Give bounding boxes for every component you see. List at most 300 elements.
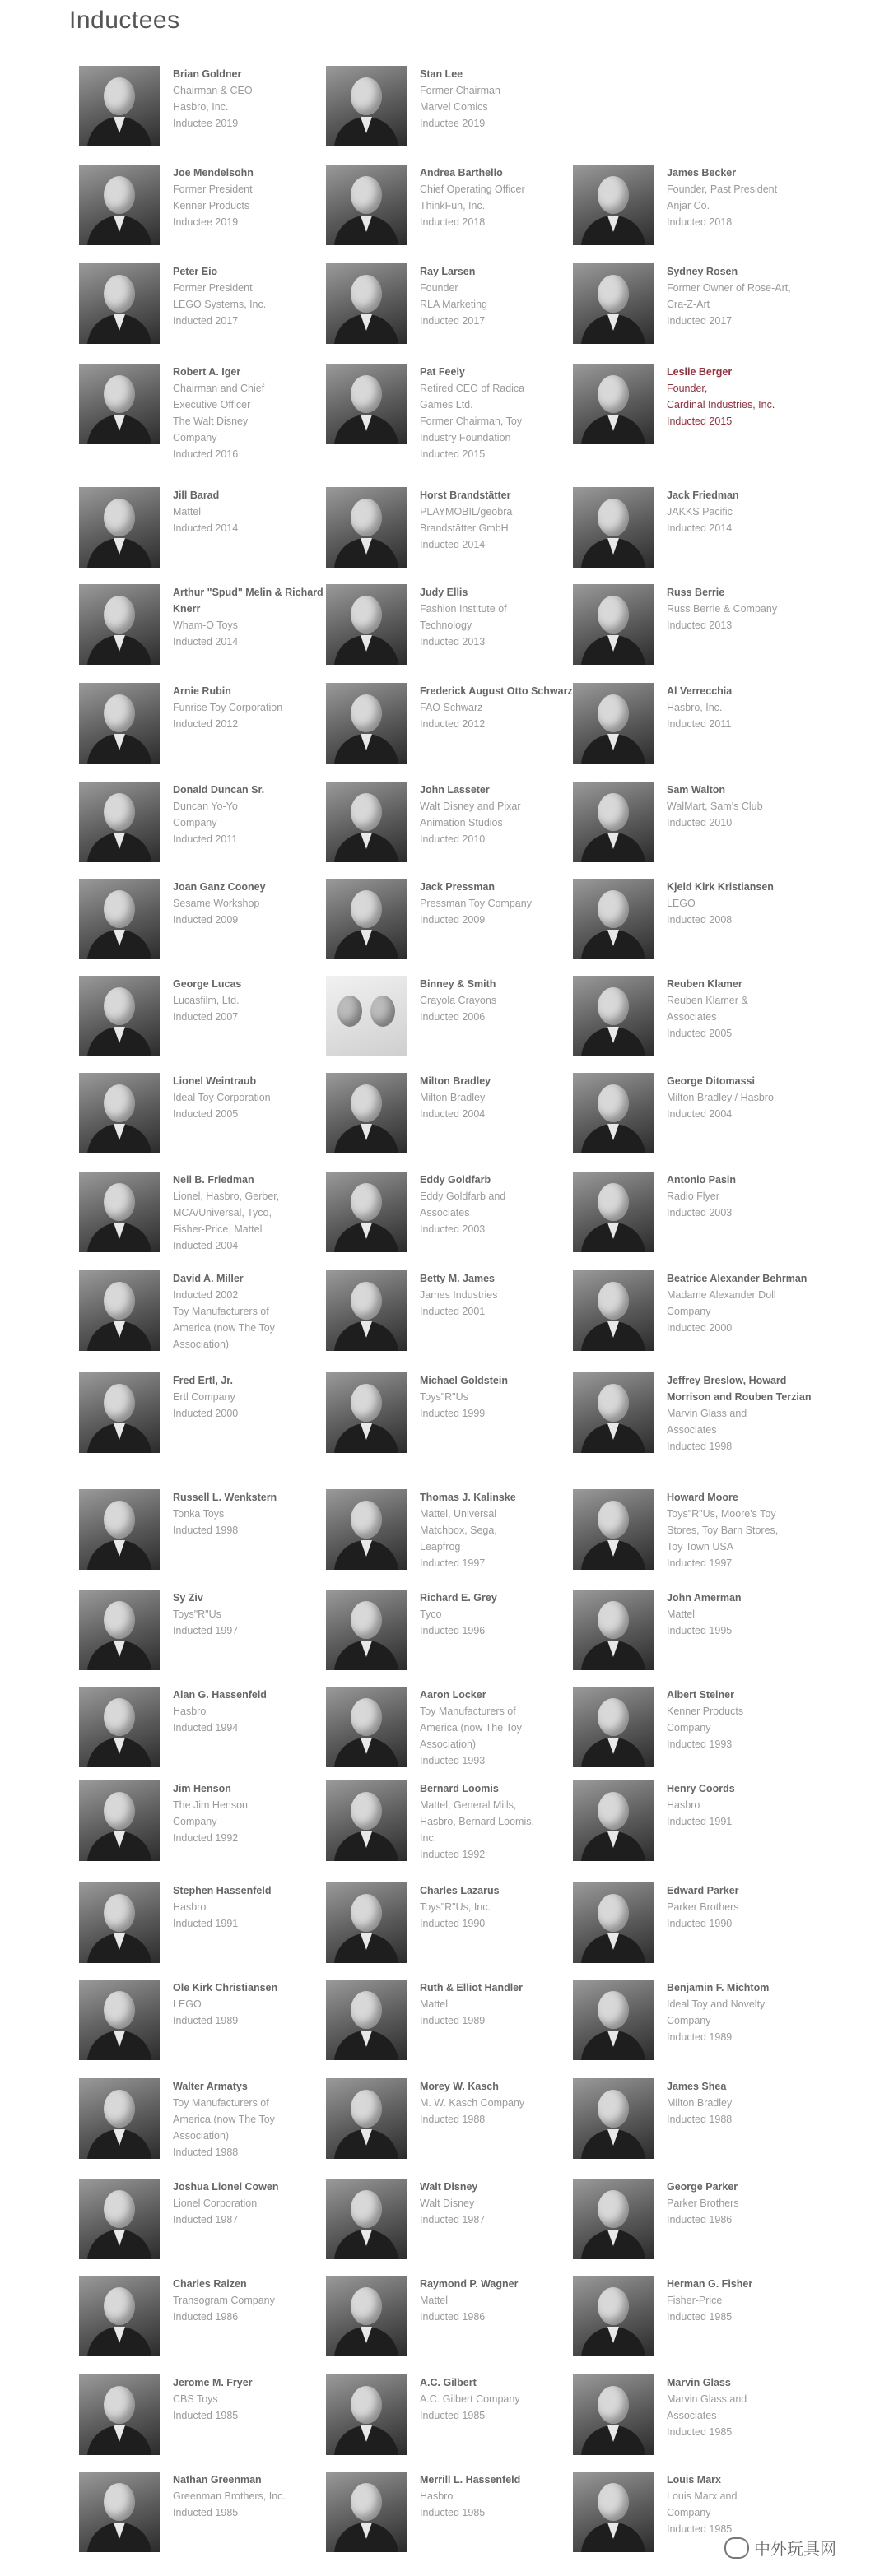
inductee-info — [160, 487, 326, 536]
inductee-card[interactable] — [573, 364, 820, 487]
inductee-detail: Toy Manufacturers of — [420, 1706, 516, 1717]
inductee-card[interactable] — [326, 1172, 573, 1270]
inductee-info — [160, 1980, 326, 2029]
inductee-detail: Walt Disney and Pixar — [420, 801, 521, 812]
inductee-card[interactable] — [326, 2078, 573, 2179]
inductee-info — [654, 2276, 820, 2325]
inductee-card[interactable] — [79, 1780, 326, 1882]
inductee-card[interactable] — [326, 584, 573, 683]
inductee-name: A.C. Gilbert — [420, 2377, 477, 2388]
inductee-name: Joan Ganz Cooney — [173, 881, 266, 893]
inductee-detail: Inducted 2014 — [420, 539, 486, 550]
inductee-detail: Inc. — [420, 1832, 437, 1844]
inductee-detail: Mattel — [420, 1998, 449, 2010]
inductee-detail: MCA/Universal, Tyco, — [173, 1207, 272, 1218]
inductee-row — [79, 1489, 869, 1590]
inductee-photo — [326, 1882, 407, 1963]
inductee-card[interactable] — [79, 1882, 326, 1980]
inductee-detail: Chairman and Chief — [173, 383, 265, 394]
inductee-photo — [573, 782, 654, 862]
inductee-card[interactable] — [326, 1882, 573, 1980]
inductee-name: Henry Coords — [667, 1783, 735, 1794]
inductee-info — [654, 683, 820, 732]
inductee-info — [160, 584, 326, 650]
inductee-card[interactable] — [326, 1590, 573, 1687]
inductee-photo — [326, 879, 407, 959]
inductee-name: Jeffrey Breslow, Howard Morrison and Rouben Terzian — [667, 1375, 812, 1403]
inductee-card[interactable] — [573, 2078, 820, 2179]
inductee-info — [407, 1073, 573, 1122]
inductee-detail: Inducted 2002 — [173, 1289, 239, 1301]
inductee-photo — [573, 263, 654, 344]
inductee-info — [654, 1372, 820, 1455]
inductee-detail: M. W. Kasch Company — [420, 2097, 525, 2109]
inductee-detail: Hasbro — [173, 1706, 207, 1717]
inductee-name: Andrea Barthello — [420, 167, 503, 179]
inductee-name: Michael Goldstein — [420, 1375, 508, 1386]
inductee-card[interactable] — [573, 165, 820, 263]
inductee-info — [654, 782, 820, 831]
inductee-photo — [573, 2374, 654, 2455]
inductee-info — [407, 2276, 573, 2325]
inductee-detail: Ideal Toy and Novelty — [667, 1998, 766, 2010]
inductee-card[interactable] — [573, 487, 820, 584]
inductee-detail: Cra-Z-Art — [667, 299, 710, 310]
inductee-photo — [79, 487, 160, 568]
inductee-card[interactable] — [573, 1590, 820, 1687]
inductee-photo — [573, 2179, 654, 2259]
inductee-row — [79, 1172, 869, 1270]
inductee-info — [407, 1489, 573, 1571]
inductee-detail: Mattel — [667, 1608, 696, 1620]
inductee-card[interactable] — [573, 1073, 820, 1172]
inductee-photo — [79, 2276, 160, 2356]
inductee-detail: Inducted 2017 — [173, 315, 239, 327]
inductee-detail: The Jim Henson — [173, 1799, 249, 1811]
inductee-detail: America (now The Toy — [420, 1722, 522, 1734]
inductee-detail: Company — [667, 2507, 711, 2518]
inductee-detail: Toy Manufacturers of — [173, 1306, 269, 1317]
inductees-grid — [79, 66, 869, 2569]
inductee-detail: Associates — [667, 1011, 717, 1023]
inductee-photo — [79, 1172, 160, 1252]
inductee-photo — [79, 2374, 160, 2455]
inductee-detail: Ideal Toy Corporation — [173, 1092, 271, 1103]
inductee-info — [407, 1172, 573, 1237]
inductee-detail: Greenman Brothers, Inc. — [173, 2490, 286, 2502]
inductee-photo — [573, 165, 654, 245]
inductee-detail: Industry Foundation — [420, 432, 511, 443]
inductee-detail: Hasbro, Bernard Loomis, — [420, 1816, 534, 1827]
inductee-card[interactable] — [573, 1489, 820, 1590]
inductee-name: Joe Mendelsohn — [173, 167, 254, 179]
inductee-row — [79, 263, 869, 364]
inductee-detail: Inducted 1994 — [173, 1722, 239, 1734]
inductee-detail: RLA Marketing — [420, 299, 487, 310]
inductee-card[interactable] — [79, 1980, 326, 2078]
inductee-info — [654, 487, 820, 536]
inductee-detail: WalMart, Sam's Club — [667, 801, 763, 812]
inductee-card[interactable] — [573, 2179, 820, 2276]
inductee-detail: Eddy Goldfarb and — [420, 1191, 506, 1202]
inductee-detail: Inducted 1997 — [667, 1557, 733, 1569]
inductee-info — [654, 165, 820, 230]
inductee-card[interactable] — [326, 1372, 573, 1489]
inductee-detail: America (now The Toy — [173, 1322, 275, 1334]
inductee-detail: LEGO — [667, 898, 696, 909]
inductee-detail: Inducted 2005 — [173, 1108, 239, 1120]
inductee-detail: Inducted 1997 — [420, 1557, 486, 1569]
inductee-row — [79, 1270, 869, 1372]
inductee-card[interactable] — [573, 584, 820, 683]
inductee-detail: Inducted 1988 — [420, 2114, 486, 2125]
inductee-detail: Inducted 2006 — [420, 1011, 486, 1023]
inductee-name: Merrill L. Hassenfeld — [420, 2474, 521, 2485]
inductee-detail: Inducted 1985 — [173, 2410, 239, 2421]
inductee-name: Arnie Rubin — [173, 685, 231, 697]
inductee-row — [79, 165, 869, 263]
inductee-detail: Toy Manufacturers of — [173, 2097, 269, 2109]
inductee-detail: Inducted 1991 — [667, 1816, 733, 1827]
inductee-info — [407, 364, 573, 462]
inductee-detail: Mattel, Universal — [420, 1508, 497, 1520]
inductee-photo — [79, 263, 160, 344]
inductee-card[interactable] — [79, 2078, 326, 2179]
inductee-name: Marvin Glass — [667, 2377, 731, 2388]
inductee-photo — [79, 1590, 160, 1670]
inductee-detail: Inducted 2017 — [667, 315, 733, 327]
inductee-detail: Inducted 1985 — [173, 2507, 239, 2518]
inductee-name: Louis Marx — [667, 2474, 721, 2485]
inductee-card[interactable] — [79, 1172, 326, 1270]
inductee-name: James Shea — [667, 2081, 727, 2092]
inductee-info — [160, 976, 326, 1025]
inductee-card[interactable] — [326, 1780, 573, 1882]
inductee-card[interactable] — [326, 1270, 573, 1372]
inductee-card[interactable] — [326, 1489, 573, 1590]
inductee-card[interactable] — [573, 976, 820, 1073]
inductee-name: Pat Feely — [420, 366, 465, 378]
inductee-detail: Toys"R"Us, Inc. — [420, 1901, 491, 1913]
inductee-card[interactable] — [573, 1372, 820, 1489]
inductee-detail: Wham-O Toys — [173, 620, 238, 631]
inductee-detail: Reuben Klamer & — [667, 995, 748, 1006]
inductee-photo — [326, 584, 407, 665]
inductee-card[interactable] — [326, 66, 573, 165]
inductee-card[interactable] — [326, 487, 573, 584]
inductee-card[interactable] — [79, 263, 326, 364]
inductee-detail: Chairman & CEO — [173, 85, 253, 96]
inductee-detail: Inducted 2009 — [173, 914, 239, 926]
inductee-detail: Inducted 2016 — [173, 448, 239, 460]
inductee-card[interactable] — [79, 2179, 326, 2276]
inductee-name: Stephen Hassenfeld — [173, 1885, 272, 1896]
inductee-photo — [326, 1590, 407, 1670]
inductee-detail: Inducted 2013 — [420, 636, 486, 647]
inductee-card[interactable] — [573, 683, 820, 782]
inductee-info — [654, 1687, 820, 1752]
inductee-name: Frederick August Otto Schwarz — [420, 685, 573, 697]
inductee-detail: Former President — [173, 282, 253, 294]
inductee-card[interactable] — [79, 976, 326, 1073]
inductee-detail: Company — [667, 2015, 711, 2026]
inductee-info — [407, 879, 573, 928]
inductee-detail: Inducted 1986 — [667, 2214, 733, 2226]
inductee-card[interactable] — [573, 782, 820, 879]
inductee-card[interactable] — [326, 2374, 573, 2472]
inductee-detail: Radio Flyer — [667, 1191, 719, 1202]
inductee-card[interactable] — [79, 2472, 326, 2569]
inductee-info — [407, 487, 573, 553]
inductee-detail: Inducted 2014 — [173, 522, 239, 534]
inductee-photo — [79, 66, 160, 146]
inductee-name: Joshua Lionel Cowen — [173, 2181, 279, 2193]
inductee-photo — [573, 584, 654, 665]
watermark-text: 中外玩具网 — [754, 2541, 836, 2559]
inductee-photo — [573, 1590, 654, 1670]
inductee-detail: Ertl Company — [173, 1391, 235, 1403]
inductee-info — [407, 584, 573, 650]
inductee-name: Eddy Goldfarb — [420, 1174, 491, 1186]
inductee-detail: Inductee 2019 — [173, 216, 239, 228]
inductee-info — [407, 1980, 573, 2029]
inductee-detail: Inducted 2004 — [420, 1108, 486, 1120]
inductee-card[interactable] — [326, 976, 573, 1073]
inductee-card[interactable] — [79, 66, 326, 165]
inductee-detail: Inducted 2018 — [667, 216, 733, 228]
inductee-row — [79, 879, 869, 976]
inductee-detail: Inducted 2012 — [420, 718, 486, 730]
inductee-detail: Toys"R"Us, Moore's Toy — [667, 1508, 776, 1520]
inductee-card[interactable] — [79, 782, 326, 879]
inductee-detail: Mattel — [420, 2295, 449, 2306]
inductee-detail: Association) — [173, 1339, 230, 1350]
inductee-info — [407, 1687, 573, 1769]
inductee-detail: Brandstätter GmbH — [420, 522, 509, 534]
inductee-name: Raymond P. Wagner — [420, 2278, 519, 2290]
inductee-detail: Matchbox, Sega, — [420, 1525, 497, 1536]
inductee-detail: Inducted 1986 — [173, 2311, 239, 2323]
inductee-photo — [573, 1780, 654, 1861]
inductee-detail: Inducted 1993 — [420, 1755, 486, 1766]
inductee-detail: JAKKS Pacific — [667, 506, 733, 518]
inductee-info — [407, 1590, 573, 1639]
inductee-info — [160, 263, 326, 329]
inductee-name: Sam Walton — [667, 784, 726, 796]
inductee-row — [79, 1780, 869, 1882]
inductee-detail: Inducted 1989 — [667, 2031, 733, 2043]
inductee-info — [160, 1172, 326, 1254]
inductee-info — [160, 2472, 326, 2521]
inductee-detail: Associates — [667, 2410, 717, 2421]
inductee-row — [79, 782, 869, 879]
inductee-detail: LEGO Systems, Inc. — [173, 299, 267, 310]
inductee-name: Nathan Greenman — [173, 2474, 262, 2485]
inductee-info — [654, 1489, 820, 1571]
inductee-photo — [326, 2078, 407, 2159]
inductee-row — [79, 2179, 869, 2276]
inductee-card[interactable] — [79, 1489, 326, 1590]
inductee-name: Jack Friedman — [667, 490, 739, 501]
inductee-card[interactable] — [573, 2374, 820, 2472]
inductee-detail: Former President — [173, 183, 253, 195]
inductee-name: Russell L. Wenkstern — [173, 1492, 277, 1503]
inductee-photo — [326, 683, 407, 764]
inductee-detail: Inducted 1985 — [667, 2523, 733, 2535]
chat-bubble-icon — [724, 2537, 749, 2559]
inductee-photo — [79, 1073, 160, 1153]
inductee-detail: Tyco — [420, 1608, 442, 1620]
inductee-photo — [573, 364, 654, 444]
inductee-row — [79, 683, 869, 782]
inductee-detail: Inducted 1987 — [420, 2214, 486, 2226]
inductee-card[interactable] — [573, 1270, 820, 1372]
inductee-photo — [573, 1372, 654, 1453]
inductee-card[interactable] — [326, 165, 573, 263]
inductee-info — [407, 1882, 573, 1932]
inductee-detail: A.C. Gilbert Company — [420, 2393, 520, 2405]
inductee-photo — [573, 879, 654, 959]
inductee-info — [407, 2179, 573, 2228]
inductee-detail: Toy Town USA — [667, 1541, 734, 1553]
inductee-info — [160, 1590, 326, 1639]
inductee-photo — [79, 584, 160, 665]
inductee-name: Russ Berrie — [667, 587, 725, 598]
inductee-photo — [573, 2276, 654, 2356]
inductee-card[interactable] — [79, 683, 326, 782]
inductee-card[interactable] — [326, 1073, 573, 1172]
inductee-info — [407, 2078, 573, 2128]
inductee-name: Jack Pressman — [420, 881, 496, 893]
inductee-detail: Fashion Institute of — [420, 603, 507, 615]
inductee-card[interactable] — [79, 1270, 326, 1372]
inductee-photo — [79, 1372, 160, 1453]
inductee-detail: Executive Officer — [173, 399, 251, 411]
inductee-name: Fred Ertl, Jr. — [173, 1375, 233, 1386]
inductee-row — [79, 364, 869, 487]
inductee-detail: Milton Bradley — [667, 2097, 733, 2109]
inductee-info — [407, 2472, 573, 2521]
inductee-detail: Founder, — [667, 383, 708, 394]
inductee-info — [407, 782, 573, 847]
inductee-card[interactable] — [573, 879, 820, 976]
page-title: Inductees — [69, 7, 180, 34]
inductee-detail: Louis Marx and — [667, 2490, 738, 2502]
inductee-card[interactable] — [326, 1980, 573, 2078]
inductee-info — [160, 2276, 326, 2325]
inductee-card[interactable] — [79, 1073, 326, 1172]
inductee-card[interactable] — [326, 2179, 573, 2276]
inductee-detail: Inducted 1986 — [420, 2311, 486, 2323]
inductee-detail: Inducted 2004 — [667, 1108, 733, 1120]
inductee-name: Howard Moore — [667, 1492, 738, 1503]
inductee-name: Charles Lazarus — [420, 1885, 500, 1896]
inductee-name: Charles Raizen — [173, 2278, 247, 2290]
inductee-detail: Inducted 2000 — [667, 1322, 733, 1334]
inductee-card[interactable] — [79, 1687, 326, 1780]
inductee-info — [160, 2374, 326, 2424]
inductee-card[interactable] — [326, 263, 573, 364]
inductee-detail: Company — [667, 1722, 711, 1734]
inductee-row — [79, 1687, 869, 1780]
inductee-card[interactable] — [326, 364, 573, 487]
inductee-card[interactable] — [326, 1687, 573, 1780]
inductee-detail: Inducted 1989 — [420, 2015, 486, 2026]
inductee-name: Alan G. Hassenfeld — [173, 1689, 267, 1701]
inductee-info — [654, 1073, 820, 1122]
inductee-info — [160, 1882, 326, 1932]
inductee-name: Lionel Weintraub — [173, 1075, 257, 1087]
inductee-detail: Inducted 2003 — [420, 1223, 486, 1235]
inductee-card[interactable] — [79, 487, 326, 584]
inductee-card[interactable] — [79, 2374, 326, 2472]
inductee-name: Benjamin F. Michtom — [667, 1982, 770, 1993]
inductee-info — [407, 1270, 573, 1320]
inductee-card[interactable] — [79, 165, 326, 263]
inductee-card[interactable] — [573, 1980, 820, 2078]
inductee-info — [160, 683, 326, 732]
inductee-info — [160, 2078, 326, 2161]
inductee-card[interactable] — [326, 879, 573, 976]
inductee-detail: America (now The Toy — [173, 2114, 275, 2125]
inductee-card[interactable] — [573, 263, 820, 364]
inductee-card[interactable] — [79, 364, 326, 487]
inductee-name: Edward Parker — [667, 1885, 739, 1896]
inductee-name[interactable]: Leslie Berger — [667, 366, 733, 378]
inductee-detail: Mattel, General Mills, — [420, 1799, 517, 1811]
inductee-detail: Kenner Products — [667, 1706, 744, 1717]
inductee-detail: Inducted 1988 — [667, 2114, 733, 2125]
inductee-name: Reuben Klamer — [667, 978, 742, 990]
inductee-detail: Inducted 2010 — [667, 817, 733, 828]
inductee-info — [160, 2179, 326, 2228]
inductee-photo — [573, 2472, 654, 2552]
inductee-card[interactable] — [79, 1590, 326, 1687]
inductee-photo — [79, 165, 160, 245]
inductee-info — [160, 1780, 326, 1846]
inductee-card[interactable] — [573, 1882, 820, 1980]
inductee-info — [654, 1590, 820, 1639]
inductee-info — [407, 1372, 573, 1422]
inductee-name: Antonio Pasin — [667, 1174, 737, 1186]
inductee-name: John Amerman — [667, 1592, 742, 1604]
inductee-card[interactable] — [573, 2276, 820, 2374]
inductee-row — [79, 487, 869, 584]
inductee-row — [79, 1073, 869, 1172]
inductee-card[interactable] — [573, 1687, 820, 1780]
inductee-card[interactable] — [326, 683, 573, 782]
inductee-detail: Funrise Toy Corporation — [173, 702, 283, 713]
inductee-photo — [573, 1882, 654, 1963]
inductee-card[interactable] — [79, 584, 326, 683]
inductee-photo — [326, 1980, 407, 2060]
inductee-detail: Lucasfilm, Ltd. — [173, 995, 240, 1006]
inductee-name: John Lasseter — [420, 784, 490, 796]
inductee-card[interactable] — [79, 879, 326, 976]
inductee-photo — [326, 2472, 407, 2552]
inductee-card[interactable] — [573, 1780, 820, 1882]
inductee-detail: Inducted 1985 — [420, 2507, 486, 2518]
inductee-photo — [326, 1687, 407, 1767]
inductee-card[interactable] — [326, 2472, 573, 2569]
inductee-card[interactable] — [326, 782, 573, 879]
inductee-detail: Company — [667, 1306, 711, 1317]
inductee-info — [407, 165, 573, 230]
inductee-card[interactable] — [326, 2276, 573, 2374]
inductee-card[interactable] — [79, 1372, 326, 1489]
inductee-card[interactable] — [79, 2276, 326, 2374]
inductee-card[interactable] — [573, 1172, 820, 1270]
